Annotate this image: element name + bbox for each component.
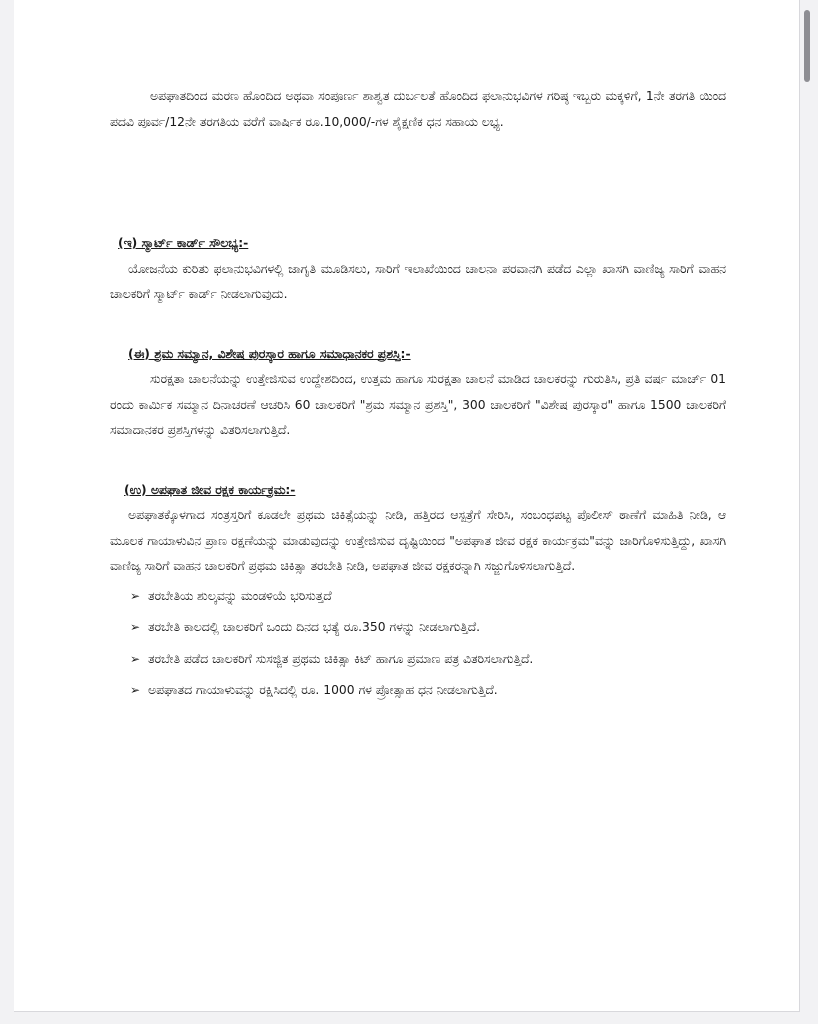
list-item [130, 678, 726, 704]
heading-awards: (ಈ) ಶ್ರಮ ಸಮ್ಮಾನ, ವಿಶೇಷ ಪುರಸ್ಕಾರ ಹಾಗೂ ಸಮಾಧಾನಕರ ಪ್ರಶಸ್ತಿ:- [128, 346, 411, 361]
section-smart-card [110, 231, 726, 308]
list-item [130, 584, 726, 610]
list-item [130, 615, 726, 641]
list-item-text: ತರಬೇತಿಯ ಶುಲ್ಕವನ್ನು ಮಂಡಳಿಯೆ ಭರಿಸುತ್ತದೆ [148, 588, 332, 603]
heading-life-saver: (ಉ) ಅಪಘಾತ ಜೀವ ರಕ್ಷಕ ಕಾರ್ಯಕ್ರಮ:- [124, 482, 296, 497]
list-item-text: ತರಬೇತಿ ಪಡೆದ ಚಾಲಕರಿಗೆ ಸುಸಜ್ಜಿತ ಪ್ರಥಮ ಚಿಕಿತ್ಸಾ ಕಿಟ್ ಹಾಗೂ ಪ್ರಮಾಣ ಪತ್ರ ವಿತರಿಸಲಾಗುತ್ತಿದೆ. [148, 651, 534, 666]
arrowhead-bullet-icon: ➢ [130, 651, 141, 666]
vertical-scrollbar[interactable] [804, 10, 810, 82]
section-life-saver [110, 478, 726, 704]
heading-smart-card: (ಇ) ಸ್ಮಾರ್ಟ್ ಕಾರ್ಡ್ ಸೌಲಭ್ಯ:- [118, 236, 249, 250]
list-item-text: ಅಪಘಾತದ ಗಾಯಾಳುವನ್ನು ರಕ್ಷಿಸಿದಲ್ಲಿ ರೂ. 1000 ಗಳ ಪ್ರೋತ್ಸಾಹ ಧನ ನೀಡಲಾಗುತ್ತಿದೆ. [148, 683, 498, 697]
arrowhead-bullet-icon: ➢ [130, 588, 141, 603]
arrowhead-bullet-icon: ➢ [130, 620, 141, 634]
arrowhead-bullet-icon: ➢ [130, 683, 141, 697]
section-education-aid [110, 84, 726, 135]
paragraph-smart-card: ಯೋಜನೆಯ ಕುರಿತು ಫಲಾನುಭವಿಗಳಲ್ಲಿ ಜಾಗೃತಿ ಮೂಡಿಸಲು, ಸಾರಿಗೆ ಇಲಾಖೆಯಿಂದ ಚಾಲನಾ ಪರವಾನಗಿ ಪಡೆದ ಎಲ್ಲಾ ಖಾಸಗಿ ವಾಣಿಜ್ಯ ಸಾರಿಗೆ ವಾಹನ ಚಾಲಕರಿಗೆ ಸ್ಮಾರ್ಟ್ ಕಾರ್ಡ್ ನೀಡಲಾಗುವುದು. [110, 261, 726, 301]
list-item [130, 647, 726, 673]
benefits-list [110, 584, 726, 704]
paragraph-awards: ಸುರಕ್ಷತಾ ಚಾಲನೆಯನ್ನು ಉತ್ತೇಜಿಸುವ ಉದ್ದೇಶದಿಂದ, ಉತ್ತಮ ಹಾಗೂ ಸುರಕ್ಷತಾ ಚಾಲನೆ ಮಾಡಿದ ಚಾಲಕರನ್ನು ಗುರುತಿಸಿ, ಪ್ರತಿ ವರ್ಷ ಮಾರ್ಚ್ 01 ರಂದು ಕಾರ್ಮಿಕ ಸಮ್ಮಾನ ದಿನಾಚರಣೆ ಆಚರಿಸಿ 60 ಚಾಲಕರಿಗೆ "ಶ್ರಮ ಸಮ್ಮಾನ ಪ್ರಶಸ್ತಿ", 300 ಚಾಲಕರಿಗೆ "ವಿಶೇಷ ಪುರಸ್ಕಾರ" ಹಾಗೂ 1500 ಚಾಲಕರಿಗೆ ಸಮಾದಾನಕರ ಪ್ರಶಸ್ತಿಗಳನ್ನು ವಿತರಿಸಲಾಗುತ್ತಿದೆ. [110, 372, 726, 437]
section-awards [110, 342, 726, 444]
document-content [110, 84, 726, 710]
paragraph-education-aid: ಅಪಘಾತದಿಂದ ಮರಣ ಹೊಂದಿದ ಅಥವಾ ಸಂಪೂರ್ಣ ಶಾಶ್ವತ ದುರ್ಬಲತೆ ಹೊಂದಿದ ಫಲಾನುಭವಿಗಳ ಗರಿಷ್ಠ ಇಬ್ಬರು ಮಕ್ಕಳಿಗೆ, 1ನೇ ತರಗತಿ ಯಿಂದ ಪದವಿ ಪೂರ್ವ/12ನೇ ತರಗತಿಯ ವರೆಗೆ ವಾರ್ಷಿಕ ರೂ.10,000/-ಗಳ ಶೈಕ್ಷಣಿಕ ಧನ ಸಹಾಯ ಲಭ್ಯ. [110, 89, 726, 129]
document-page [14, 0, 800, 1012]
paragraph-life-saver: ಅಪಘಾತಕ್ಕೊಳಗಾದ ಸಂತ್ರಸ್ತರಿಗೆ ಕೂಡಲೇ ಪ್ರಥಮ ಚಿಕಿತ್ಸೆಯನ್ನು ನೀಡಿ, ಹತ್ತಿರದ ಆಸ್ಪತ್ರೆಗೆ ಸೇರಿಸಿ, ಸಂಬಂಧಪಟ್ಟ ಪೊಲೀಸ್ ಠಾಣೆಗೆ ಮಾಹಿತಿ ನೀಡಿ, ಆ ಮೂಲಕ ಗಾಯಾಳುವಿನ ಪ್ರಾಣ ರಕ್ಷಣೆಯನ್ನು ಮಾಡುವುದನ್ನು ಉತ್ತೇಜಿಸುವ ದೃಷ್ಟಿಯಿಂದ "ಅಪಘಾತ ಜೀವ ರಕ್ಷಕ ಕಾರ್ಯಕ್ರಮ"ವನ್ನು ಜಾರಿಗೊಳಿಸುತ್ತಿದ್ದು, ಖಾಸಗಿ ವಾಣಿಜ್ಯ ಸಾರಿಗೆ ವಾಹನ ಚಾಲಕರಿಗೆ ಪ್ರಥಮ ಚಿಕಿತ್ಸಾ ತರಬೇತಿ ನೀಡಿ, ಅಪಘಾತ ಜೀವ ರಕ್ಷಕರನ್ನಾಗಿ ಸಜ್ಜುಗೊಳಿಸಲಾಗುತ್ತಿದೆ. [110, 508, 726, 573]
list-item-text: ತರಬೇತಿ ಕಾಲದಲ್ಲಿ ಚಾಲಕರಿಗೆ ಒಂದು ದಿನದ ಭತ್ಯೆ ರೂ.350 ಗಳನ್ನು ನೀಡಲಾಗುತ್ತಿದೆ. [148, 620, 481, 634]
